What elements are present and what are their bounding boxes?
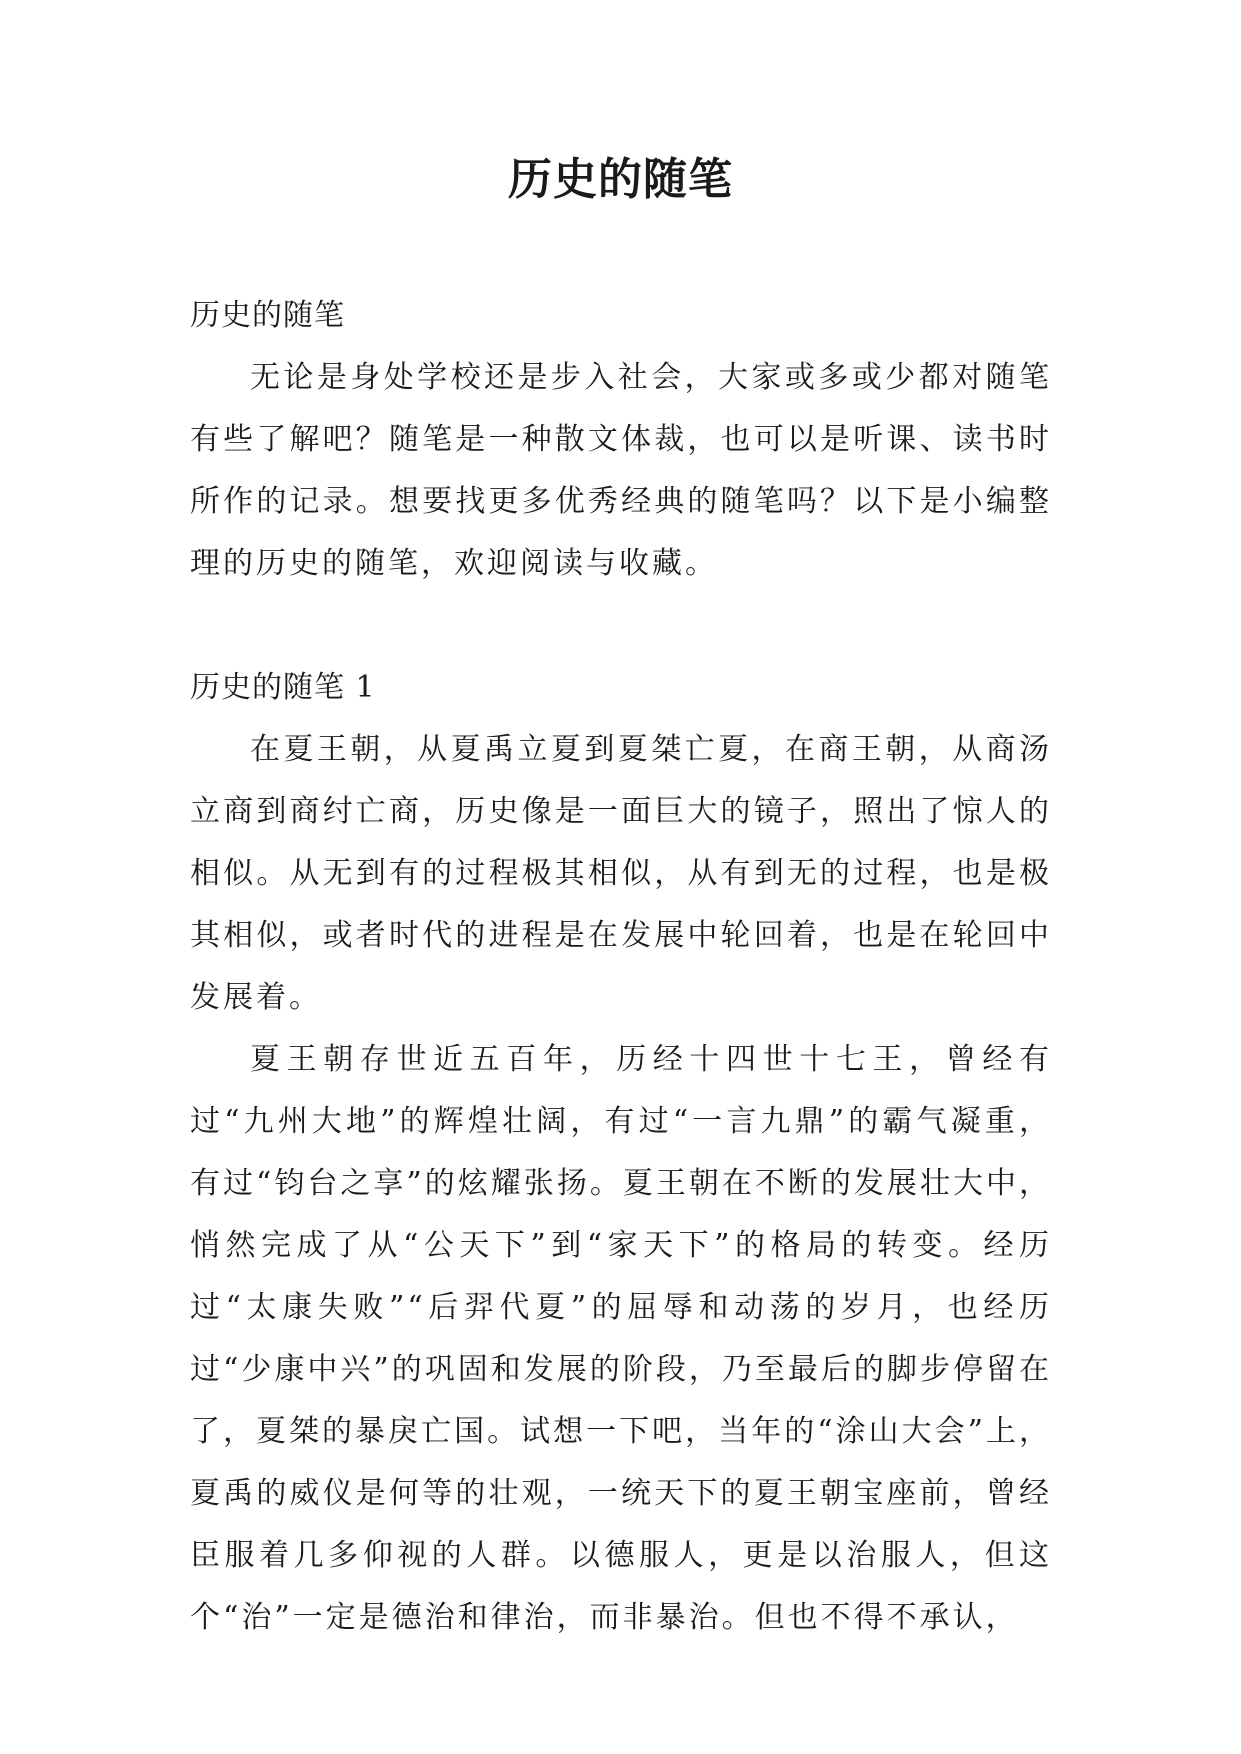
document-title: 历史的随笔 [508, 154, 733, 205]
document-body [190, 285, 1052, 1649]
essay-1-section [190, 657, 1052, 1649]
paragraph: 夏王朝存世近五百年，历经十四世十七王，曾经有过“九州大地”的辉煌壮阔，有过“一言九鼎”的霸气凝重，有过“钧台之享”的炫耀张扬。夏王朝在不断的发展壮大中，悄然完成了从“公天下”到“家天下”的格局的转变。经历过“太康失败”“后羿代夏”的屈辱和动荡的岁月，也经历过“少康中兴”的巩固和发展的阶段，乃至最后的脚步停留在了，夏桀的暴戾亡国。试想一下吧，当年的“涂山大会”上，夏禹的威仪是何等的壮观，一统天下的夏王朝宝座前，曾经臣服着几多仰视的人群。以德服人，更是以治服人，但这个“治”一定是德治和律治，而非暴治。但也不得不承认， [190, 1042, 1052, 1635]
section-heading: 历史的随笔 1 [190, 670, 376, 705]
paragraph: 在夏王朝，从夏禹立夏到夏桀亡夏，在商王朝，从商汤立商到商纣亡商，历史像是一面巨大的镜子，照出了惊人的相似。从无到有的过程极其相似，从有到无的过程，也是极其相似，或者时代的进程是在发展中轮回着，也是在轮回中发展着。 [190, 732, 1052, 1015]
intro-section [190, 285, 1052, 595]
section-heading: 历史的随笔 [190, 298, 345, 333]
paragraph: 无论是身处学校还是步入社会，大家或多或少都对随笔有些了解吧？随笔是一种散文体裁，也可以是听课、读书时所作的记录。想要找更多优秀经典的随笔吗？以下是小编整理的历史的随笔，欢迎阅读与收藏。 [190, 360, 1052, 581]
section-spacer [190, 595, 1052, 657]
